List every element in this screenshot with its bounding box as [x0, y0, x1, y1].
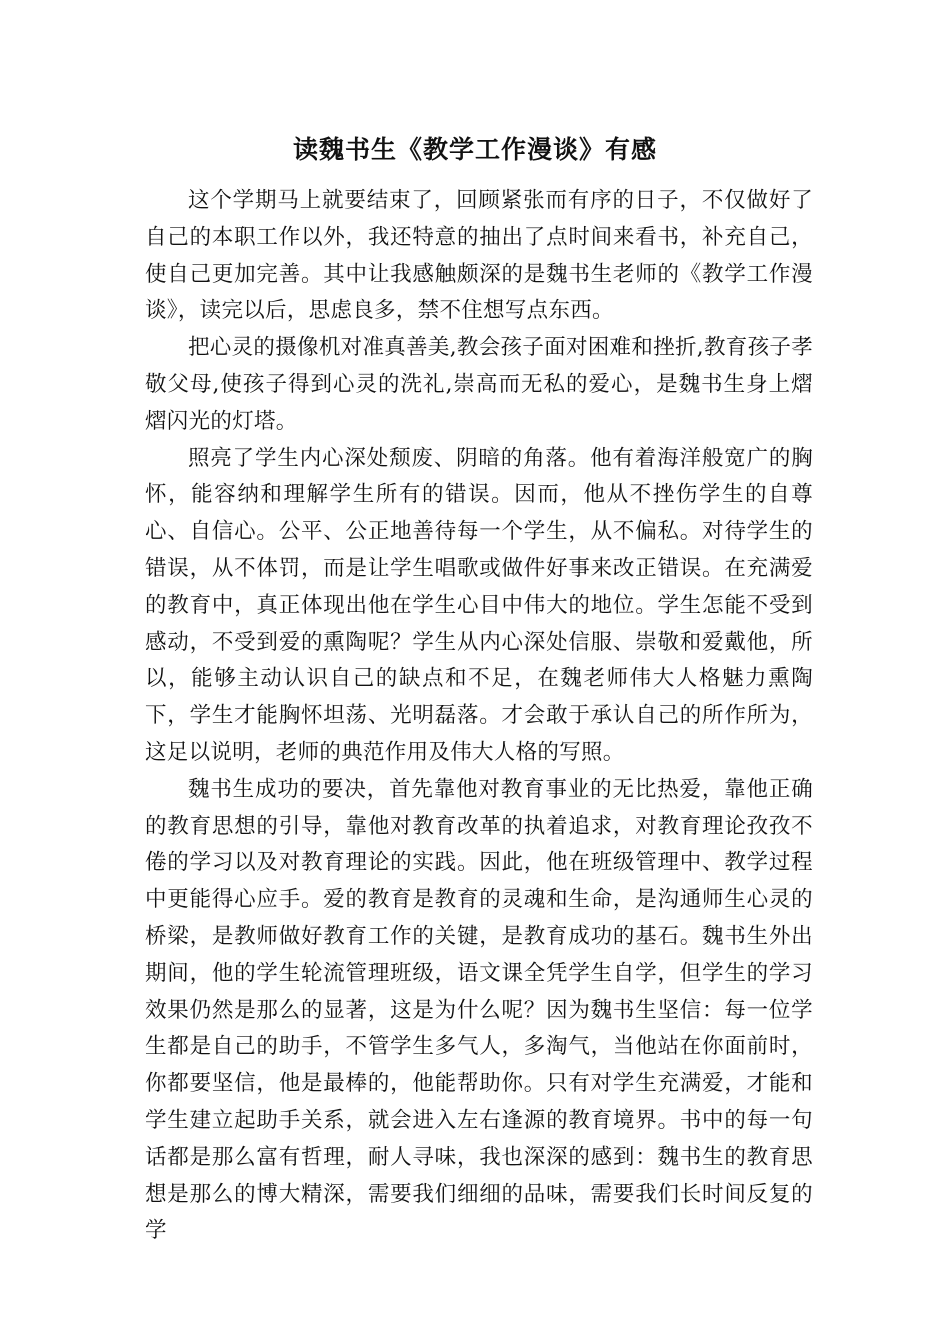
- document-title: 读魏书生《教学工作漫谈》有感: [292, 135, 657, 164]
- paragraph-4: 魏书生成功的要决，首先靠他对教育事业的无比热爱，靠他正确的教育思想的引导，靠他对教育改革的执着追求，对教育理论孜孜不倦的学习以及对教育理论的实践。因此，他在班级管理中、教学过程中更能得心应手。爱的教育是教育的灵魂和生命，是沟通师生心灵的桥梁，是教师做好教育工作的关键，是教育成功的基石。魏书生外出期间，他的学生轮流管理班级，语文课全凭学生自学，但学生的学习效果仍然是那么的显著，这是为什么呢？因为魏书生坚信：每一位学生都是自己的助手，不管学生多气人，多淘气，当他站在你面前时，你都要坚信，他是最棒的，他能帮助你。只有对学生充满爱，才能和学生建立起助手关系，就会进入左右逢源的教育境界。书中的每一句话都是那么富有哲理，耐人寻味，我也深深的感到：魏书生的教育思想是那么的博大精深，需要我们细细的品味，需要我们长时间反复的学: [145, 776, 813, 1244]
- document-body: [145, 183, 813, 1250]
- paragraph-3: 照亮了学生内心深处颓废、阴暗的角落。他有着海洋般宽广的胸怀，能容纳和理解学生所有的错误。因而，他从不挫伤学生的自尊心、自信心。公平、公正地善待每一个学生，从不偏私。对待学生的错误，从不体罚，而是让学生唱歌或做件好事来改正错误。在充满爱的教育中，真正体现出他在学生心目中伟大的地位。学生怎能不受到感动，不受到爱的熏陶呢？学生从内心深处信服、崇敬和爱戴他，所以，能够主动认识自己的缺点和不足，在魏老师伟大人格魅力熏陶下，学生才能胸怀坦荡、光明磊落。才会敢于承认自己的所作所为，这足以说明，老师的典范作用及伟大人格的写照。: [145, 445, 813, 765]
- paragraph-2: 把心灵的摄像机对准真善美,教会孩子面对困难和挫折,教育孩子孝敬父母,使孩子得到心灵的洗礼,崇高而无私的爱心，是魏书生身上熠熠闪光的灯塔。: [145, 335, 813, 434]
- paragraph-1: 这个学期马上就要结束了，回顾紧张而有序的日子，不仅做好了自己的本职工作以外，我还特意的抽出了点时间来看书，补充自己，使自己更加完善。其中让我感触颇深的是魏书生老师的《教学工作漫谈》，读完以后，思虑良多，禁不住想写点东西。: [145, 188, 813, 324]
